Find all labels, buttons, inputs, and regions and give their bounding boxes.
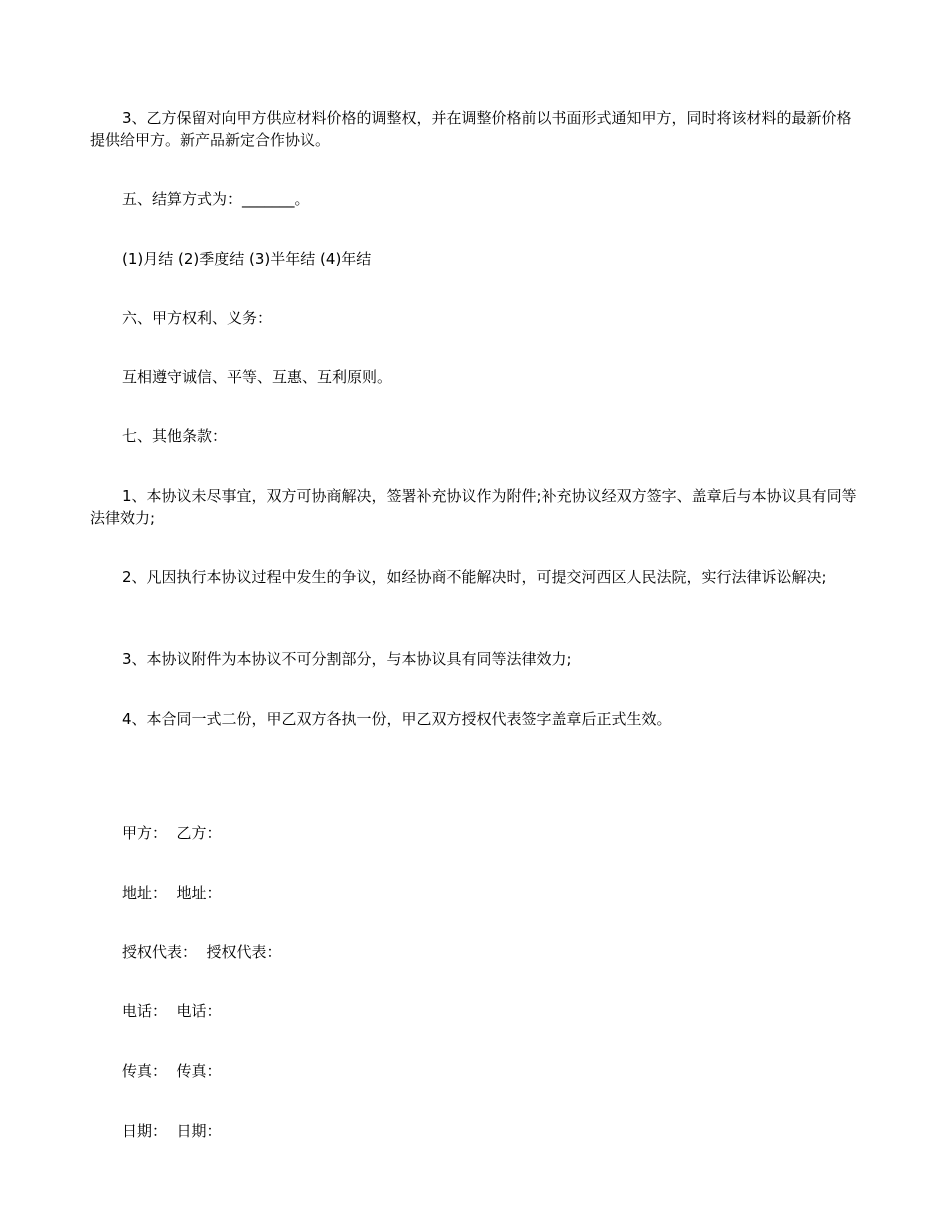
- paragraph-term-1: 1、本协议未尽事宜，双方可协商解决，签署补充协议作为附件;补充协议经双方签字、盖章后与本协议具有同等法律效力;: [90, 487, 857, 527]
- signature-representative-line: 授权代表： 授权代表：: [122, 943, 282, 961]
- paragraph-settlement-method: 五、结算方式为：_______。: [122, 190, 310, 208]
- signature-phone-line: 电话： 电话：: [122, 1002, 222, 1020]
- paragraph-term-2: 2、凡因执行本协议过程中发生的争议，如经协商不能解决时，可提交河西区人民法院，实行法律诉讼解决;: [122, 568, 827, 586]
- signature-fax-line: 传真： 传真：: [122, 1062, 222, 1080]
- paragraph-settlement-options: (1)月结 (2)季度结 (3)半年结 (4)年结: [122, 250, 372, 268]
- signature-party-line: 甲方： 乙方：: [122, 824, 222, 842]
- heading-other-terms: 七、其他条款：: [122, 427, 228, 445]
- signature-date-line: 日期： 日期：: [122, 1122, 222, 1140]
- paragraph-principles: 互相遵守诚信、平等、互惠、互利原则。: [122, 368, 393, 386]
- heading-party-a-rights: 六、甲方权利、义务：: [122, 309, 273, 327]
- signature-address-line: 地址： 地址：: [122, 884, 222, 902]
- paragraph-term-3: 3、本协议附件为本协议不可分割部分，与本协议具有同等法律效力;: [122, 650, 572, 668]
- paragraph-term-4: 4、本合同一式二份，甲乙双方各执一份，甲乙双方授权代表签字盖章后正式生效。: [122, 710, 672, 728]
- paragraph-price-adjustment: 3、乙方保留对向甲方供应材料价格的调整权，并在调整价格前以书面形式通知甲方，同时将该材料的最新价格提供给甲方。新产品新定合作协议。: [90, 109, 852, 149]
